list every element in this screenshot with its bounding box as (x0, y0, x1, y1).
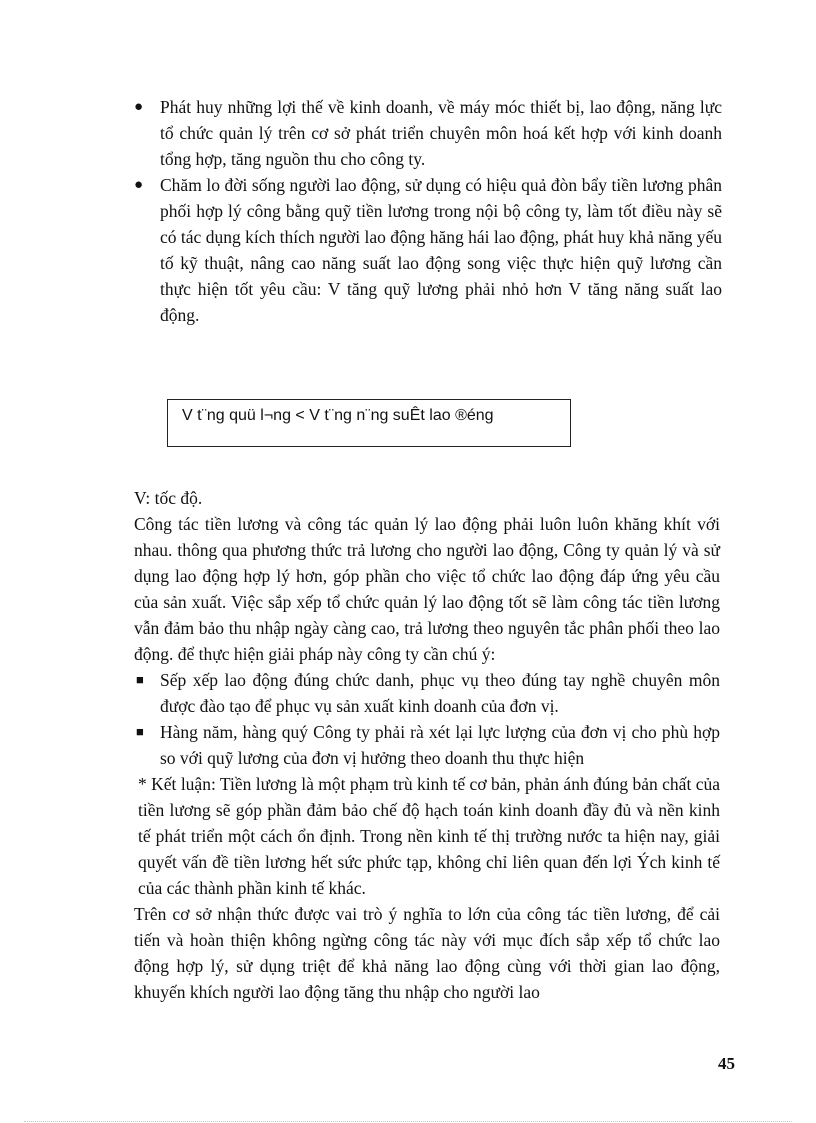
v-definition: V: tốc độ. (134, 488, 203, 508)
bullet-dot-icon: ● (134, 177, 144, 193)
paragraph: Trên cơ sở nhận thức được vai trò ý nghĩa to lớn của công tác tiền lương, để cải tiến và hoàn thiện không ngừng công tác này với mục đích sắp xếp tổ chức lao động hợp lý, sử dụng triệt để khả năng lao động cùng với thời gian lao động, khuyến khích người lao động tăng thu nhập cho người lao (134, 904, 720, 1002)
list-item (134, 667, 720, 719)
list-item (134, 94, 722, 172)
bullet-text: Hàng năm, hàng quý Công ty phải rà xét lại lực lượng của đơn vị cho phù hợp so với quỹ lương của đơn vị hưởng theo doanh thu thực hiện (160, 722, 720, 768)
body-text (134, 485, 720, 1005)
list-item (134, 172, 722, 328)
square-bullet-icon: ■ (136, 724, 144, 739)
bullet-dot-icon: ● (134, 99, 144, 115)
formula-text: V t¨ng quü l¬ng < V t¨ng n¨ng suÊt lao ®éng (182, 407, 494, 424)
list-item (134, 719, 720, 771)
bullet-text: Phát huy những lợi thế về kinh doanh, về máy móc thiết bị, lao động, năng lực tổ chức quản lý trên cơ sở phát triển chuyên môn hoá kết hợp với kinh doanh tổng hợp, tăng nguồn thu cho công ty. (160, 97, 722, 169)
paragraph: Công tác tiền lương và công tác quản lý lao động phải luôn luôn khăng khít với nhau. thông qua phương thức trả lương cho người lao động, Công ty quản lý và sử dụng lao động hợp lý hơn, góp phần cho việc tổ chức lao động đáp ứng yêu cầu của sản xuất. Việc sắp xếp tổ chức quản lý lao động tốt sẽ làm công tác tiền lương vẫn đảm bảo thu nhập ngày càng cao, trả lương theo nguyên tắc phân phối theo lao động. để thực hiện giải pháp này công ty cần chú ý: (134, 514, 720, 664)
formula-box (167, 399, 571, 447)
bullet-text: Chăm lo đời sống người lao động, sử dụng có hiệu quả đòn bẩy tiền lương phân phối hợp lý công bằng quỹ tiền lương trong nội bộ công ty, làm tốt điều này sẽ có tác dụng kích thích người lao động hăng hái lao động, phát huy khả năng yếu tố kỹ thuật, nâng cao năng suất lao động song việc thực hiện quỹ lương cần thực hiện tốt yêu cầu: V tăng quỹ lương phải nhỏ hơn V tăng năng suất lao động. (160, 175, 722, 325)
bullet-text: Sếp xếp lao động đúng chức danh, phục vụ theo đúng tay nghề chuyên môn được đào tạo để phục vụ sản xuất kinh doanh của đơn vị. (160, 670, 720, 716)
bullet-list (134, 94, 722, 328)
conclusion-paragraph: * Kết luận: Tiền lương là một phạm trù kinh tế cơ bản, phản ánh đúng bản chất của tiền lương sẽ góp phần đảm bảo chế độ hạch toán kinh doanh đầy đủ và nền kinh tế phát triển một cách ổn định. Trong nền kinh tế thị trường nước ta hiện nay, giải quyết vấn đề tiền lương hết sức phức tạp, không chỉ liên quan đến lợi Ých kinh tế của các thành phần kinh tế khác. (138, 774, 720, 898)
footer-divider (24, 1121, 792, 1122)
square-bullet-list (134, 667, 720, 771)
square-bullet-icon: ■ (136, 672, 144, 687)
page-number: 45 (718, 1054, 735, 1073)
